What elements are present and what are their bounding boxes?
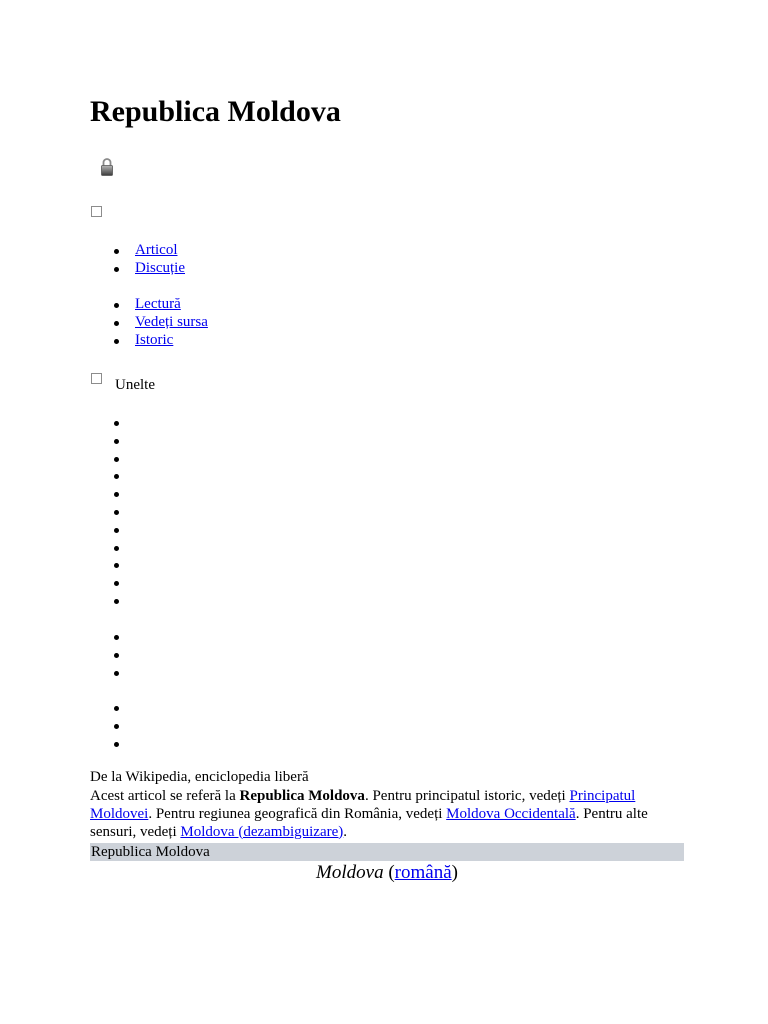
infobox xyxy=(90,843,684,884)
main-menu-checkbox[interactable] xyxy=(91,206,102,217)
tools-menu-group-1 xyxy=(90,414,135,610)
tools-menu-item xyxy=(90,521,135,539)
tools-menu-item xyxy=(90,467,135,485)
hatnote xyxy=(90,788,684,841)
tools-menu-item xyxy=(90,664,135,682)
tab-history-link[interactable]: Istoric xyxy=(135,331,174,348)
hatnote-text: . Pentru principatul istoric, vedeți xyxy=(364,788,570,804)
namespace-tabs xyxy=(90,242,185,278)
bullet xyxy=(114,706,119,711)
tools-menu-item xyxy=(90,628,135,646)
language-link[interactable]: română xyxy=(394,862,452,883)
bullet xyxy=(114,421,119,426)
bullet xyxy=(114,635,119,640)
tools-menu-group-3 xyxy=(90,699,135,752)
tab-history xyxy=(90,332,208,350)
link-moldova-dezambiguizare[interactable]: Moldova (dezambiguizare) xyxy=(180,823,344,840)
tab-read xyxy=(90,296,208,314)
tools-menu-item xyxy=(90,646,135,664)
tools-menu-group-2 xyxy=(90,628,135,681)
view-tabs xyxy=(90,296,208,349)
bullet xyxy=(114,457,119,462)
tools-menu-item xyxy=(90,485,135,503)
lang-paren-open: ( xyxy=(383,862,395,883)
tools-menu-item xyxy=(90,735,135,753)
bullet xyxy=(114,492,119,497)
bullet xyxy=(114,742,119,747)
hatnote-text: . xyxy=(343,823,348,840)
tab-article-link[interactable]: Articol xyxy=(135,242,178,258)
tab-talk-link[interactable]: Discuție xyxy=(135,259,185,276)
hatnote-bold-title: Republica Moldova xyxy=(239,788,365,804)
infobox-header: Republica Moldova xyxy=(90,843,684,861)
tools-menu-item xyxy=(90,503,135,521)
bullet xyxy=(114,339,119,344)
tools-menu-item xyxy=(90,414,135,432)
native-name: Moldova xyxy=(316,862,384,883)
tab-talk xyxy=(90,260,185,278)
tools-menu-item xyxy=(90,699,135,717)
hatnote-text: . Pentru regiunea geografică din România, vedeți xyxy=(148,805,447,822)
bullet xyxy=(114,510,119,515)
bullet xyxy=(114,321,119,326)
tools-menu-item xyxy=(90,539,135,557)
bullet xyxy=(114,671,119,676)
hatnote-text: Acest articol se referă la xyxy=(90,788,240,804)
hatnote-text: . Pentru alte sensuri, vedeți xyxy=(90,805,648,840)
bullet xyxy=(114,724,119,729)
tools-menu-item xyxy=(90,592,135,610)
tab-view-source-link[interactable]: Vedeți sursa xyxy=(135,313,208,330)
tools-menu-item xyxy=(90,717,135,735)
bullet xyxy=(114,249,119,254)
link-principatul-moldovei[interactable]: Principatul Moldovei xyxy=(90,788,636,822)
bullet xyxy=(114,528,119,533)
link-moldova-occidentala[interactable]: Moldova Occidentală xyxy=(446,805,576,822)
lang-paren-close: ) xyxy=(451,862,458,883)
tab-read-link[interactable]: Lectură xyxy=(135,296,181,312)
bullet xyxy=(114,267,119,272)
tools-menu-label[interactable]: Unelte xyxy=(115,377,155,393)
tools-menu-item xyxy=(90,450,135,468)
bullet xyxy=(114,439,119,444)
bullet xyxy=(114,303,119,308)
tools-menu-item xyxy=(90,432,135,450)
tab-view-source xyxy=(90,314,208,332)
tools-menu-item xyxy=(90,574,135,592)
tools-menu-item xyxy=(90,556,135,574)
bullet xyxy=(114,546,119,551)
bullet xyxy=(114,581,119,586)
lock-icon[interactable] xyxy=(100,156,114,177)
tools-menu-checkbox[interactable] xyxy=(91,373,102,384)
tab-article xyxy=(90,242,185,260)
bullet xyxy=(114,474,119,479)
page-title: Republica Moldova xyxy=(90,95,341,128)
site-tagline: De la Wikipedia, enciclopedia liberă xyxy=(90,769,309,785)
bullet xyxy=(114,653,119,658)
bullet xyxy=(114,599,119,604)
bullet xyxy=(114,563,119,568)
infobox-native-name xyxy=(90,862,684,884)
